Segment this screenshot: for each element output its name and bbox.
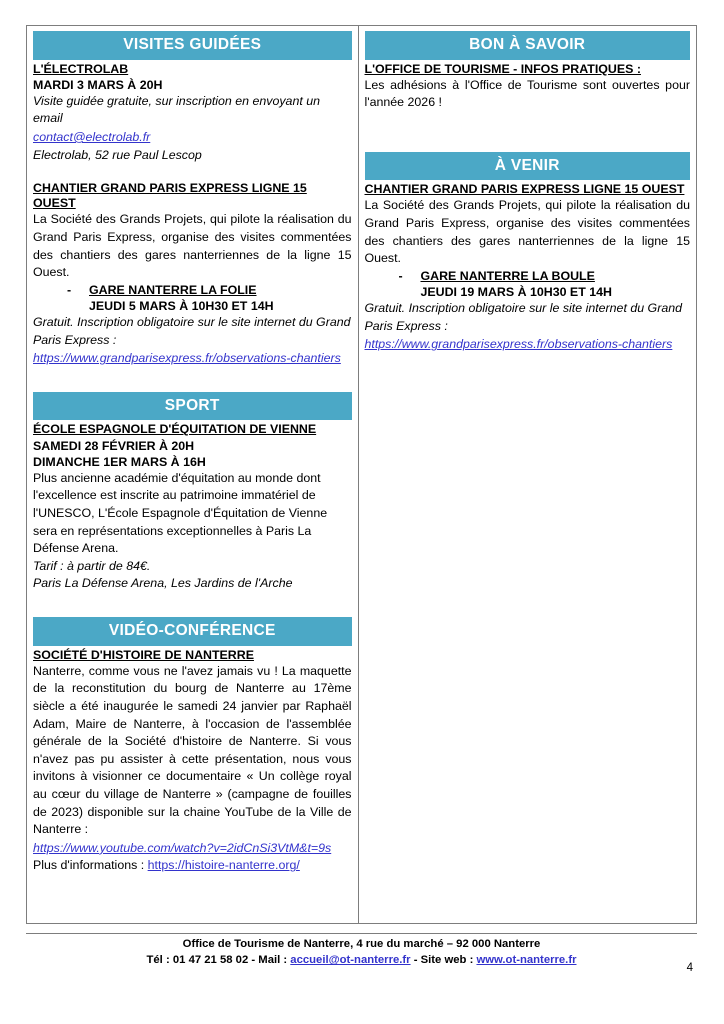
entry-title: ÉCOLE ESPAGNOLE D'ÉQUITATION DE VIENNE	[33, 422, 317, 437]
spacer	[365, 136, 691, 152]
footer-contact	[26, 952, 697, 968]
entry-description: Les adhésions à l'Office de Tourisme sont ouvertes pour l'année 2026 !	[364, 77, 690, 110]
bullet-label: GARE NANTERRE LA BOULE	[420, 268, 595, 283]
entry-title: CHANTIER GRAND PARIS EXPRESS LIGNE 15 OUEST	[33, 181, 307, 211]
more-info-line	[33, 857, 352, 875]
histoire-nanterre-link[interactable]: https://histoire-nanterre.org/	[147, 858, 300, 873]
entry-chantier-gpe-right	[365, 182, 691, 354]
entry-title: L'ÉLECTROLAB	[33, 61, 129, 76]
entry-address: Electrolab, 52 rue Paul Lescop	[33, 147, 202, 162]
entry-description: Nanterre, comme vous ne l'avez jamais vu ! La maquette de la reconstitution du bourg de Nanterre au 17ème siècle a été inaugurée le samedi 24 janvier par Raphaël Adam, Maire de Nanterre, à l'occasion de l'assemblée générale de la Société d'histoire de Nanterre. Si vous n'avez pas pu assister à cette présentation, nous vous invitons à visionner ce documentaire « Un collège royal au cœur du village de Nanterre » (campagne de fouilles de 2023) disponible sur la chaine YouTube de la Ville de Nanterre :	[33, 663, 352, 837]
footer-address: Office de Tourisme de Nanterre, 4 rue du marché – 92 000 Nanterre	[182, 938, 541, 950]
entry-address: Paris La Défense Arena, Les Jardins de l'Arche	[33, 576, 293, 591]
footer	[26, 936, 697, 969]
entry-title: CHANTIER GRAND PARIS EXPRESS LIGNE 15 OUEST	[364, 182, 685, 197]
bullet-dash: -	[67, 282, 72, 297]
entry-ecole-espagnole	[33, 422, 352, 593]
entry-date-2: DIMANCHE 1ER MARS À 16H	[33, 454, 206, 469]
section-header-sport: SPORT	[33, 392, 352, 421]
entry-office-tourisme	[365, 62, 691, 112]
more-info-label: Plus d'informations :	[33, 858, 148, 873]
youtube-link[interactable]: https://www.youtube.com/watch?v=2idCnSi3VtM&t=9s	[33, 840, 332, 855]
section-header-bon-a-savoir: BON À SAVOIR	[365, 31, 691, 60]
spacer	[33, 368, 352, 392]
footer-website-link[interactable]: www.ot-nanterre.fr	[476, 954, 577, 967]
entry-description: Plus ancienne académie d'équitation au monde dont l'excellence est inscrite au patrimoine immatériel de l'UNESCO, L'École Espagnole d'Équitation de Vienne sera en représentations exceptionnelles à Paris La Défense Arena.	[33, 470, 328, 556]
entry-date-1: SAMEDI 28 FÉVRIER À 20H	[33, 438, 195, 453]
left-column	[27, 26, 359, 923]
electrolab-email-link[interactable]: contact@electrolab.fr	[33, 129, 151, 144]
entry-electrolab	[33, 62, 352, 165]
entry-price: Tarif : à partir de 84€.	[33, 558, 151, 573]
footer-email-link[interactable]: accueil@ot-nanterre.fr	[290, 954, 411, 967]
content-table	[26, 25, 697, 924]
entry-chantier-gpe-left	[33, 181, 352, 368]
grandparisexpress-link-right[interactable]: https://www.grandparisexpress.fr/observations-chantiers	[364, 337, 673, 352]
right-column	[359, 26, 697, 923]
section-header-a-venir: À VENIR	[365, 152, 691, 181]
section-header-video-conference: VIDÉO-CONFÉRENCE	[33, 617, 352, 646]
bullet-label: GARE NANTERRE LA FOLIE	[89, 282, 257, 297]
entry-societe-histoire	[33, 648, 352, 875]
entry-title: L'OFFICE DE TOURISME - INFOS PRATIQUES :	[364, 61, 641, 76]
bullet-gare-nanterre-la-boule	[365, 268, 691, 284]
entry-title: SOCIÉTÉ D'HISTOIRE DE NANTERRE	[33, 647, 254, 662]
footer-phone-label: Tél : 01 47 21 58 02 - Mail :	[146, 954, 291, 967]
spacer	[365, 112, 691, 136]
entry-note: Gratuit. Inscription obligatoire sur le site internet du Grand Paris Express :	[364, 301, 682, 333]
footer-website-label: - Site web :	[410, 954, 477, 967]
entry-description: Visite guidée gratuite, sur inscription en envoyant un email	[33, 93, 320, 126]
entry-date: MARDI 3 MARS À 20H	[33, 77, 163, 92]
grandparisexpress-link-left[interactable]: https://www.grandparisexpress.fr/observations-chantiers	[33, 351, 341, 366]
entry-description: La Société des Grands Projets, qui pilote la réalisation du Grand Paris Express, organise des visites commentées des chantiers des gares nanterriennes de la ligne 15 Ouest.	[364, 198, 690, 266]
entry-description: La Société des Grands Projets, qui pilote la réalisation du Grand Paris Express, organise des visites commentées des chantiers des gares nanterriennes de la ligne 15 Ouest.	[33, 212, 352, 280]
spacer	[33, 593, 352, 617]
page-number: 4	[686, 962, 693, 974]
bullet-dash: -	[398, 268, 403, 283]
footer-divider	[26, 933, 697, 934]
bullet-date: JEUDI 19 MARS À 10H30 ET 14H	[420, 285, 612, 300]
entry-note: Gratuit. Inscription obligatoire sur le site internet du Grand Paris Express :	[33, 315, 351, 347]
bullet-date: JEUDI 5 MARS À 10H30 ET 14H	[89, 299, 274, 313]
section-header-visites-guidees: VISITES GUIDÉES	[33, 31, 352, 60]
bullet-gare-nanterre-la-folie	[33, 282, 352, 298]
spacer	[33, 164, 352, 180]
